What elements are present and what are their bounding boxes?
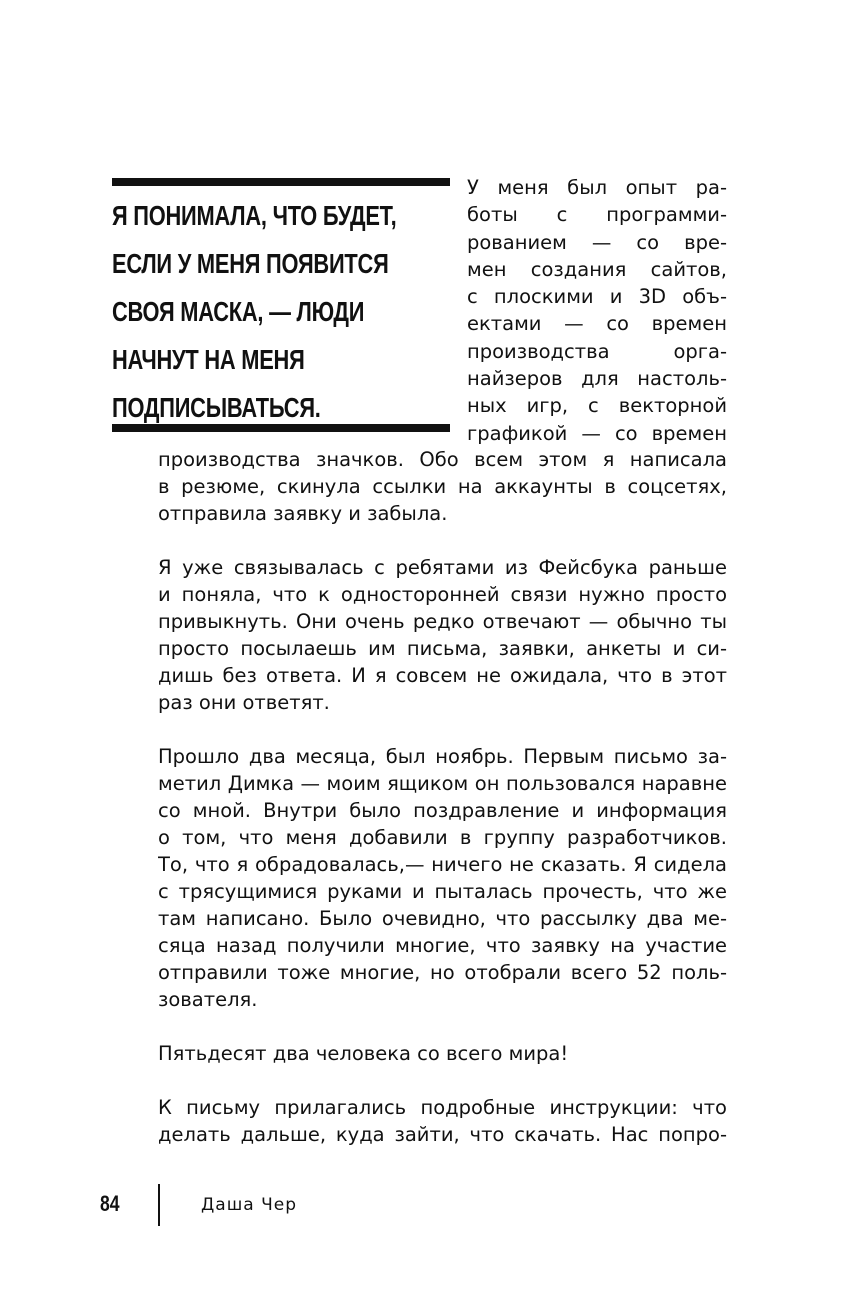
text-line: дишь без ответа. И я совсем не ожидала, что в этот: [158, 664, 727, 687]
body-text: [158, 446, 727, 1148]
text-line: производства орга-: [467, 339, 727, 363]
text-line: с плоскими и 3D объ-: [467, 285, 727, 309]
pull-quote-line: ПОДПИСЫВАТЬСЯ.: [112, 392, 321, 423]
text-line: метил Димка — моим ящиком он пользовался наравне: [158, 772, 727, 795]
paragraph: [158, 446, 727, 527]
text-line: отправили тоже многие, но отобрали всего 52 поль-: [158, 961, 727, 984]
text-line: привыкнуть. Они очень редко отвечают — обычно ты: [158, 610, 727, 633]
text-line: там написано. Было очевидно, что рассылку два ме-: [158, 907, 727, 930]
text-line: зователя.: [158, 988, 258, 1011]
pull-quote-line: Я ПОНИМАЛА, ЧТО БУДЕТ,: [112, 200, 397, 231]
side-column-text: [467, 174, 727, 447]
text-line: с трясущимися руками и пыталась прочесть, что же: [158, 880, 727, 903]
quote-bottom-rule: [112, 424, 450, 432]
pull-quote: [112, 192, 397, 432]
text-line: делать дальше, куда зайти, что скачать. Нас попро-: [158, 1123, 727, 1146]
text-line: Пятьдесят два человека со всего мира!: [158, 1042, 569, 1065]
text-line: ных игр, с векторной: [467, 394, 727, 418]
text-line: сяца назад получили многие, что заявку на участие: [158, 934, 727, 957]
paragraph: [158, 743, 727, 1013]
text-line: со мной. Внутри было поздравление и информация: [158, 799, 727, 822]
text-line: Я уже связывалась с ребятами из Фейсбука раньше: [158, 556, 727, 579]
text-line: отправила заявку и забыла.: [158, 502, 448, 525]
text-line: Прошло два месяца, был ноябрь. Первым письмо за-: [158, 745, 727, 768]
quote-top-rule: [112, 178, 450, 186]
text-line: просто посылаешь им письма, заявки, анкеты и си-: [158, 637, 727, 660]
footer-divider: [158, 1184, 160, 1226]
text-line: боты с программи-: [467, 203, 727, 227]
text-line: У меня был опыт ра-: [467, 176, 727, 199]
page-number: 84: [100, 1191, 120, 1216]
text-line: То, что я обрадовалась,— ничего не сказать. Я сидела: [158, 853, 727, 876]
pull-quote-line: НАЧНУТ НА МЕНЯ: [112, 344, 305, 375]
text-line: ектами — со времен: [467, 312, 727, 336]
text-line: о том, что меня добавили в группу разработчиков.: [158, 826, 727, 849]
pull-quote-line: ЕСЛИ У МЕНЯ ПОЯВИТСЯ: [112, 248, 389, 279]
pull-quote-line: СВОЯ МАСКА, — ЛЮДИ: [112, 296, 365, 327]
text-line: в резюме, скинула ссылки на аккаунты в соцсетях,: [158, 475, 727, 498]
text-line: рованием — со вре-: [467, 230, 727, 254]
paragraph: [158, 1094, 727, 1148]
text-line: графикой — со времен: [467, 421, 727, 445]
text-line: производства значков. Обо всем этом я написала: [158, 448, 727, 471]
paragraph: [158, 1040, 727, 1067]
text-line: К письму прилагались подробные инструкции: что: [158, 1096, 727, 1119]
text-line: найзеров для настоль-: [467, 367, 727, 391]
text-line: раз они ответят.: [158, 691, 330, 714]
running-author: Даша Чер: [201, 1195, 297, 1215]
text-line: мен создания сайтов,: [467, 257, 727, 281]
paragraph: [158, 554, 727, 716]
text-line: и поняла, что к односторонней связи нужно просто: [158, 583, 727, 606]
